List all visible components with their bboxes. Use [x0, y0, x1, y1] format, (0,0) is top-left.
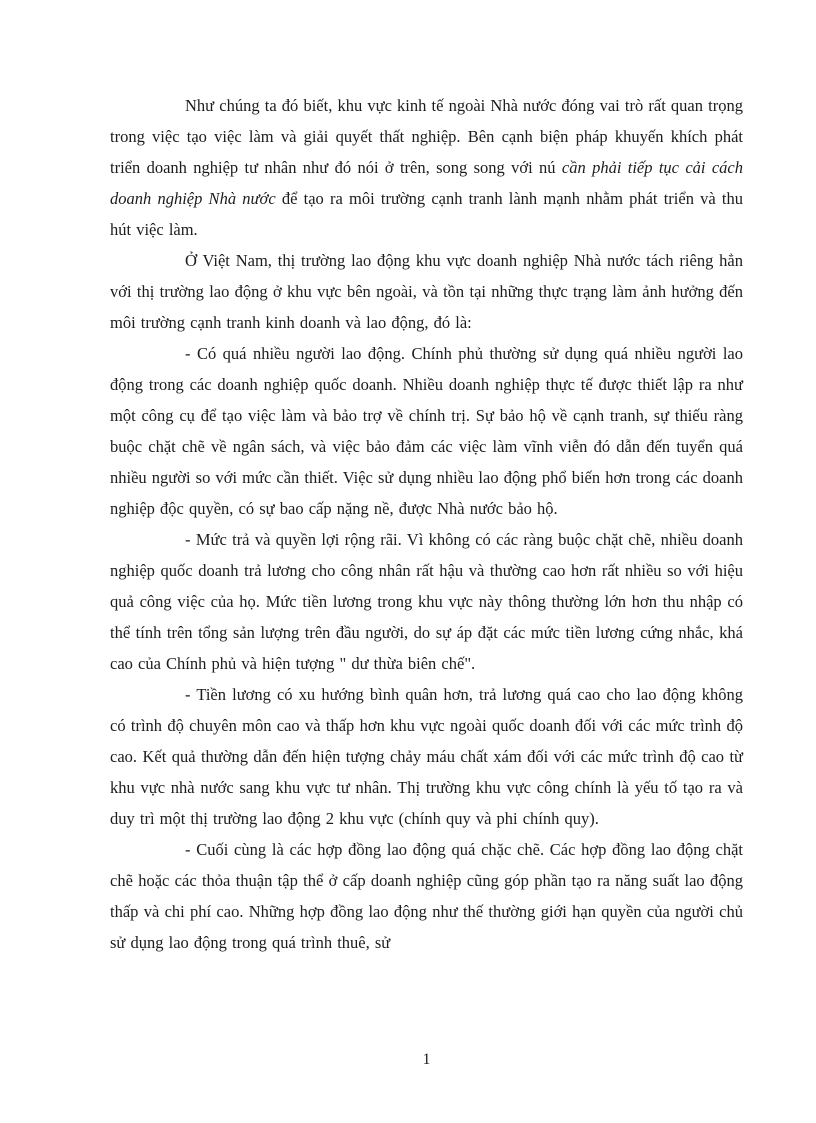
text-segment: Như chúng ta đó biết, khu vực kinh tế ngoài Nhà nước đóng vai trò rất quan trọng trong việc tạo việc làm và giải quyết thất nghiệp. Bên cạnh biện pháp khuyến khích phát triển doanh nghiệp tư nhân như đó nói ở trên, song song với nú [110, 96, 743, 177]
page-number: 1 [422, 1051, 431, 1068]
text-segment: để tạo ra môi trường cạnh tranh lành mạnh nhằm phát triển và thu hút việc làm. [110, 189, 744, 239]
paragraph [110, 834, 743, 958]
text-segment: - Cuối cùng là các hợp đồng lao động quá chặc chẽ. Các hợp đồng lao động chặt chẽ hoặc các thỏa thuận tập thể ở cấp doanh nghiệp cũng góp phần tạo ra năng suất lao động thấp và chi phí cao. Những hợp đồng lao động như thế thường giới hạn quyền của người chủ sử dụng lao động trong quá trình thuê, sử [110, 840, 743, 952]
paragraph [110, 245, 743, 338]
paragraph [110, 679, 743, 834]
italic-text-segment: cần phải tiếp tục cải cách doanh nghiệp Nhà nước [110, 158, 743, 208]
text-segment: - Mức trả và quyền lợi rộng rãi. Vì không có các ràng buộc chặt chẽ, nhiều doanh nghiệp quốc doanh trả lương cho công nhân rất hậu và thường cao hơn rất nhiều so với hiệu quả công việc của họ. Mức tiền lương trong khu vực này thông thường lớn hơn thu nhập có thể tính trên tổng sản lượng trên đầu người, do sự áp đặt các mức tiền lương cứng nhắc, khá cao của Chính phủ và hiện tượng " dư thừa biên chế". [110, 530, 743, 673]
paragraph [110, 338, 743, 524]
text-segment: - Có quá nhiều người lao động. Chính phủ thường sử dụng quá nhiều người lao động trong các doanh nghiệp quốc doanh. Nhiều doanh nghiệp thực tế được thiết lập ra như một công cụ để tạo việc làm và bảo trợ về chính trị. Sự bảo hộ về cạnh tranh, sự thiếu ràng buộc chặt chẽ về ngân sách, và việc bảo đảm các việc làm vĩnh viễn đó dẫn đến tuyển quá nhiều người so với mức cần thiết. Việc sử dụng nhiều lao động phổ biến hơn trong các doanh nghiệp độc quyền, có sự bao cấp nặng nề, được Nhà nước bảo hộ. [110, 344, 743, 518]
text-segment: - Tiền lương có xu hướng bình quân hơn, trả lương quá cao cho lao động không có trình độ chuyên môn cao và thấp hơn khu vực ngoài quốc doanh đối với các mức trình độ cao. Kết quả thường dẫn đến hiện tượng chảy máu chất xám đối với các mức trình độ cao từ khu vực nhà nước sang khu vực tư nhân. Thị trường khu vực công chính là yếu tố tạo ra và duy trì một thị trường lao động 2 khu vực (chính quy và phi chính quy). [110, 685, 743, 828]
text-segment: Ở Việt Nam, thị trường lao động khu vực doanh nghiệp Nhà nước tách riêng hẳn với thị trường lao động ở khu vực bên ngoài, và tồn tại những thực trạng làm ảnh hưởng đến môi trường cạnh tranh kinh doanh và lao động, đó là: [110, 251, 743, 332]
paragraph [110, 90, 743, 245]
document-body [110, 90, 743, 958]
paragraph [110, 524, 743, 679]
